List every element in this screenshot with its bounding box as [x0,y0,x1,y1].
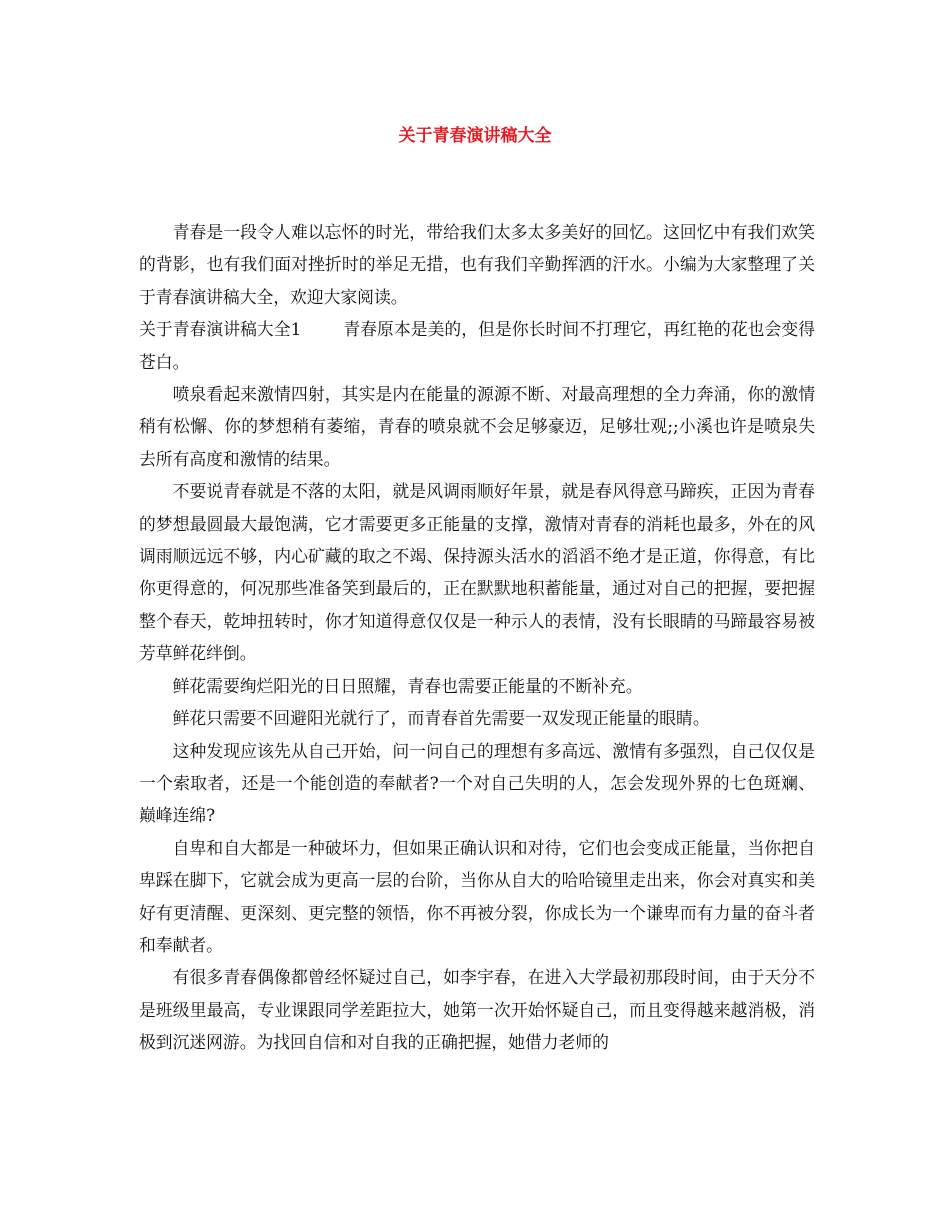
paragraph-self-esteem: 自卑和自大都是一种破坏力，但如果正确认识和对待，它们也会变成正能量，当你把自卑踩在脚下，它就会成为更高一层的台阶，当你从自大的哈哈镜里走出来，你会对真实和美好有更清醒、更深刻、更完整的领悟，你不再被分裂，你成长为一个谦卑而有力量的奋斗者和奉献者。 [139,837,815,955]
section-heading: 关于青春演讲稿大全1 [139,319,302,340]
paragraph-sun: 不要说青春就是不落的太阳，就是风调雨顺好年景，就是春风得意马蹄疾，正因为青春的梦想最圆最大最饱满，它才需要更多正能量的支撑，激情对青春的消耗也最多，外在的风调雨顺远远不够，内心矿藏的取之不竭、保持源头活水的滔滔不绝才是正道，你得意，有比你更得意的，何况那些准备笑到最后的，正在默默地积蓄能量，通过对自己的把握，要把握整个春天，乾坤扭转时，你才知道得意仅仅是一种示人的表情，没有长眼睛的马蹄最容易被芳草鲜花绊倒。 [139,481,815,664]
section-first-sentence: 青春原本是美的，但是你长时间不打理它，再红艳的花也会变得苍白。 [139,319,815,372]
paragraph-flowers-eyes: 鲜花只需要不回避阳光就行了，而青春首先需要一双发现正能量的眼睛。 [172,708,710,729]
paragraph-discovery: 这种发现应该先从自己开始，问一问自己的理想有多高远、激情有多强烈，自己仅仅是一个索取者，还是一个能创造的奉献者?一个对自己失明的人，怎会发现外界的七色斑斓、巅峰连绵? [139,740,815,826]
paragraph-flowers-sunlight: 鲜花需要绚烂阳光的日日照耀，青春也需要正能量的不断补充。 [172,675,643,696]
paragraph-fountain: 喷泉看起来激情四射，其实是内在能量的源源不断、对最高理想的全力奔涌，你的激情稍有松懈、你的梦想稍有萎缩，青春的喷泉就不会足够豪迈，足够壮观;;小溪也许是喷泉失去所有高度和激情的结果。 [139,384,815,469]
section-heading-paragraph [139,313,815,378]
paragraph-intro: 青春是一段令人难以忘怀的时光，带给我们太多太多美好的回忆。这回忆中有我们欢笑的背影，也有我们面对挫折时的举足无措，也有我们辛勤挥洒的汗水。小编为大家整理了关于青春演讲稿大全，欢迎大家阅读。 [139,222,815,307]
document-body [139,216,815,1059]
document-title: 关于青春演讲稿大全 [398,126,552,146]
paragraph-idols: 有很多青春偶像都曾经怀疑过自己，如李宇春，在进入大学最初那段时间，由于天分不是班级里最高，专业课跟同学差距拉大，她第一次开始怀疑自己，而且变得越来越消极，消极到沉迷网游。为找回自信和对自我的正确把握，她借力老师的 [139,967,815,1053]
